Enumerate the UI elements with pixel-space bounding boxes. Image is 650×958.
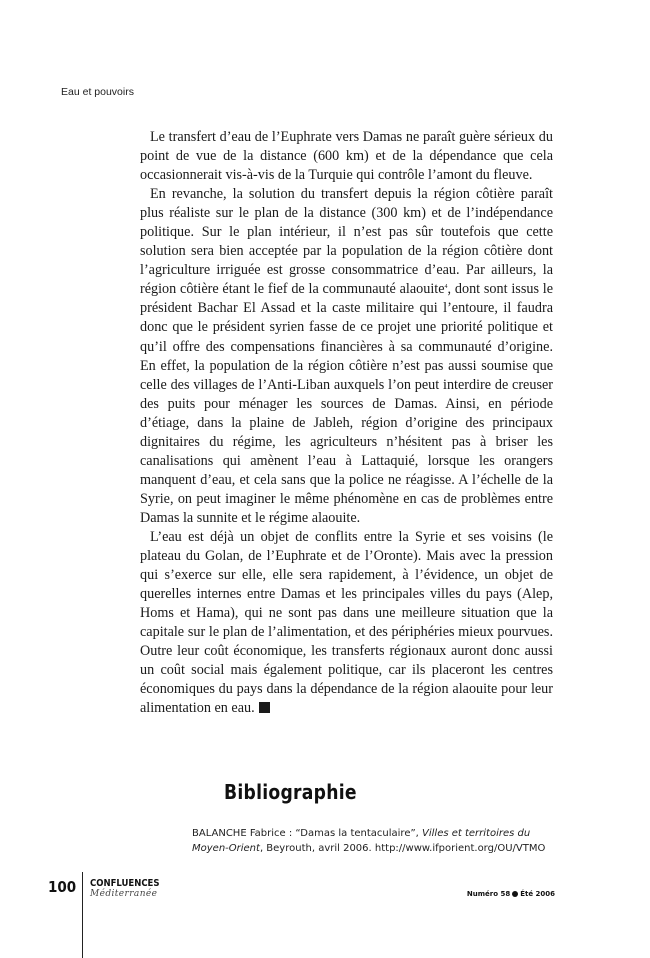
biblio-publisher: , Beyrouth, avril 2006. http://www.ifporient.org/OU/VTMO: [259, 843, 546, 854]
bullet-icon: [512, 891, 518, 897]
journal-subtitle: Méditerranée: [90, 889, 158, 899]
footnote-reference: 4: [444, 284, 448, 291]
issue-info: [467, 890, 555, 898]
end-of-article-mark: [259, 702, 270, 713]
running-head: Eau et pouvoirs: [61, 86, 134, 98]
biblio-author: BALANCHE Fabrice :: [192, 828, 296, 839]
issue-number: Numéro 58: [466, 890, 511, 898]
biblio-article: “Damas la tentaculaire”,: [295, 828, 423, 839]
issue-season: Été 2006: [520, 890, 555, 898]
bibliography-entry: [192, 826, 562, 856]
journal-name: CONFLUENCES: [90, 878, 160, 889]
article-body: [140, 128, 553, 718]
footer-divider: [82, 872, 83, 958]
paragraph: [140, 185, 553, 528]
paragraph-text: L’eau est déjà un objet de conflits entre la Syrie et ses voisins (le plateau du Golan, de l’Euphrate et de l’Oronte). Mais avec la pression qui s’exerce sur elle, elle sera rapidement, à l’évidence, un objet de querelles internes entre Damas et les principales villes du pays (Alep, Homs et Hama), qui ne sont pas dans une meilleure situation que la capitale sur le plan de l’alimentation, et des périphéries mieux pourvues. Outre leur coût économique, les transferts régionaux auront donc aussi un coût social mais également politique, car ils placeront les centres économiques du pays dans la dépendance de la région alaouite pour leur alimentation en eau.: [140, 528, 553, 717]
bibliography-heading: Bibliographie: [224, 780, 357, 804]
paragraph: [140, 528, 553, 718]
biblio-book-title: Villes et territoires du Moyen-Orient: [192, 828, 531, 854]
paragraph-text: , dont sont issus le président Bachar El Assad et la caste militaire qui l’entoure, il faudra donc que le président syrien fasse de ce projet une priorité politique et qu’il offre des compensations financières à sa communauté d’origine. En effet, la population de la région côtière n’est pas aussi soumise que celle des villages de l’Anti-Liban auxquels l’on peut interdire de creuser des puits pour ménager les sources de Damas. Ainsi, en période d’étiage, dans la plaine de Jableh, région d’origine des principaux dignitaires du régime, les agriculteurs n’hésitent pas à briser les canalisations qui amènent l’eau à Lattaquié, lorsque les orangers manquent d’eau, et cela sans que la police ne réagisse. A l’échelle de la Syrie, on peut imaginer le même phénomène en cas de problèmes entre Damas la sunnite et le régime alaouite.: [140, 281, 553, 526]
paragraph-text: En revanche, la solution du transfert depuis la région côtière paraît plus réaliste sur le plan de la distance (300 km) et de l’indépendance politique. Sur le plan intérieur, il n’est pas sûr toutefois que cette solution sera bien acceptée par la population de la région côtière dont l’agriculture irriguée est grosse consommatrice d’eau. Par ailleurs, la région côtière étant le fief de la communauté alaouite: [140, 186, 553, 298]
paragraph: Le transfert d’eau de l’Euphrate vers Damas ne paraît guère sérieux du point de vue de la distance (600 km) et de la dépendance que cela occasionnerait vis-à-vis de la Turquie qui contrôle l’amont du fleuve.: [140, 129, 553, 184]
page-number: 100: [48, 878, 77, 896]
